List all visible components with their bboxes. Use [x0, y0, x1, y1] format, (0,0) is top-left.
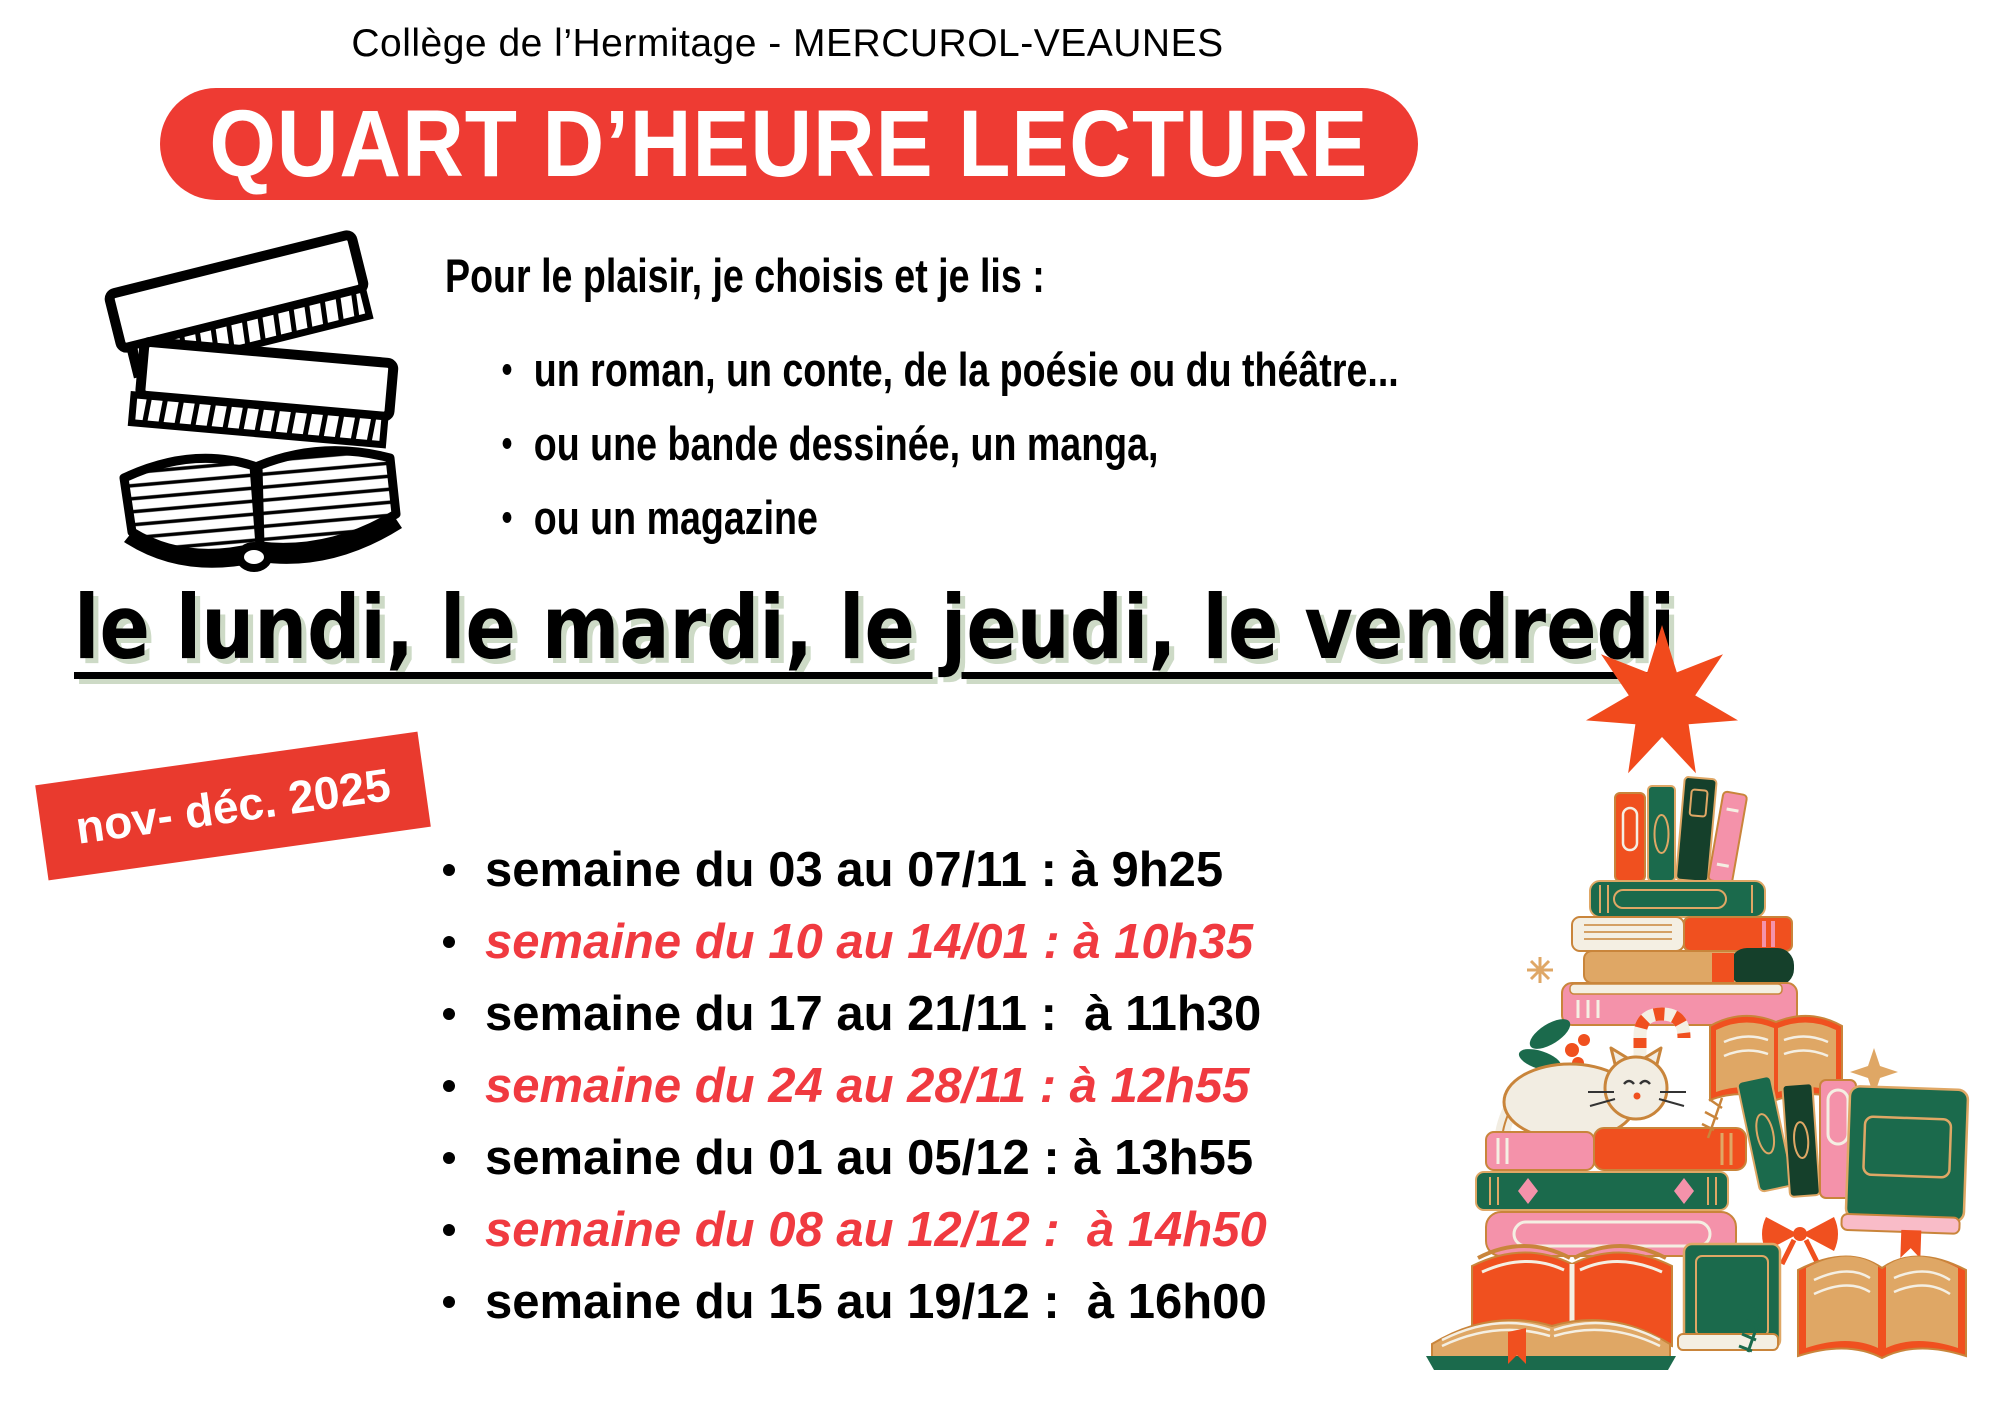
intro-bullet-text: ou une bande dessinée, un manga,: [533, 416, 1159, 470]
schedule-item: [443, 1194, 1267, 1266]
schedule-item: [443, 1266, 1267, 1338]
intro-bullet-item: [503, 406, 1399, 480]
open-book-icon: [1426, 1320, 1676, 1370]
schedule-item: [443, 906, 1267, 978]
intro-bullet-text: ou un magazine: [533, 490, 818, 544]
intro-bullet-item: [503, 480, 1399, 554]
open-book-icon: [1798, 1256, 1966, 1358]
schedule-text: semaine du 01 au 05/12 : à 13h55: [485, 1131, 1254, 1185]
bullet-dot-icon: [443, 1080, 455, 1092]
star-icon: [1586, 625, 1738, 773]
intro-section: [445, 250, 1399, 554]
schedule-item: [443, 1122, 1267, 1194]
bullet-dot-icon: [503, 512, 512, 523]
schedule-item: [443, 978, 1267, 1050]
books-stack-icon: [82, 210, 422, 575]
sparkle-icon: [1527, 957, 1553, 983]
schedule-text: semaine du 08 au 12/12 : à 14h50: [485, 1203, 1267, 1257]
bullet-dot-icon: [503, 438, 512, 449]
period-badge-label: nov- déc. 2025: [72, 758, 394, 854]
bullet-dot-icon: [443, 1296, 455, 1308]
bullet-dot-icon: [443, 864, 455, 876]
christmas-book-tree-illustration: [1412, 618, 1972, 1378]
title-banner: [160, 88, 1418, 200]
schedule-text: semaine du 10 au 14/01 : à 10h35: [485, 915, 1254, 969]
schedule-text: semaine du 17 au 21/11 : à 11h30: [485, 987, 1262, 1041]
schedule-item: [443, 834, 1267, 906]
bullet-dot-icon: [443, 1224, 455, 1236]
reading-days-line: le lundi, le mardi, le jeudi, le vendredi: [74, 576, 1676, 679]
schedule-text: semaine du 03 au 07/11 : à 9h25: [485, 843, 1224, 897]
poster-title: QUART D’HEURE LECTURE: [209, 90, 1369, 197]
bullet-dot-icon: [503, 364, 512, 375]
schedule-text: semaine du 15 au 19/12 : à 16h00: [485, 1275, 1267, 1329]
bullet-dot-icon: [443, 1152, 455, 1164]
schedule-item: [443, 1050, 1267, 1122]
intro-heading: Pour le plaisir, je choisis et je lis :: [445, 249, 1045, 302]
bullet-dot-icon: [443, 1008, 455, 1020]
schedule-list: [443, 834, 1267, 1338]
intro-bullet-text: un roman, un conte, de la poésie ou du théâtre...: [533, 342, 1399, 396]
school-name: Collège de l’Hermitage - MERCUROL-VEAUNES: [351, 22, 1224, 65]
bullet-dot-icon: [443, 936, 455, 948]
period-badge: [35, 732, 431, 881]
schedule-text: semaine du 24 au 28/11 : à 12h55: [485, 1059, 1250, 1113]
intro-bullet-item: [503, 332, 1399, 406]
